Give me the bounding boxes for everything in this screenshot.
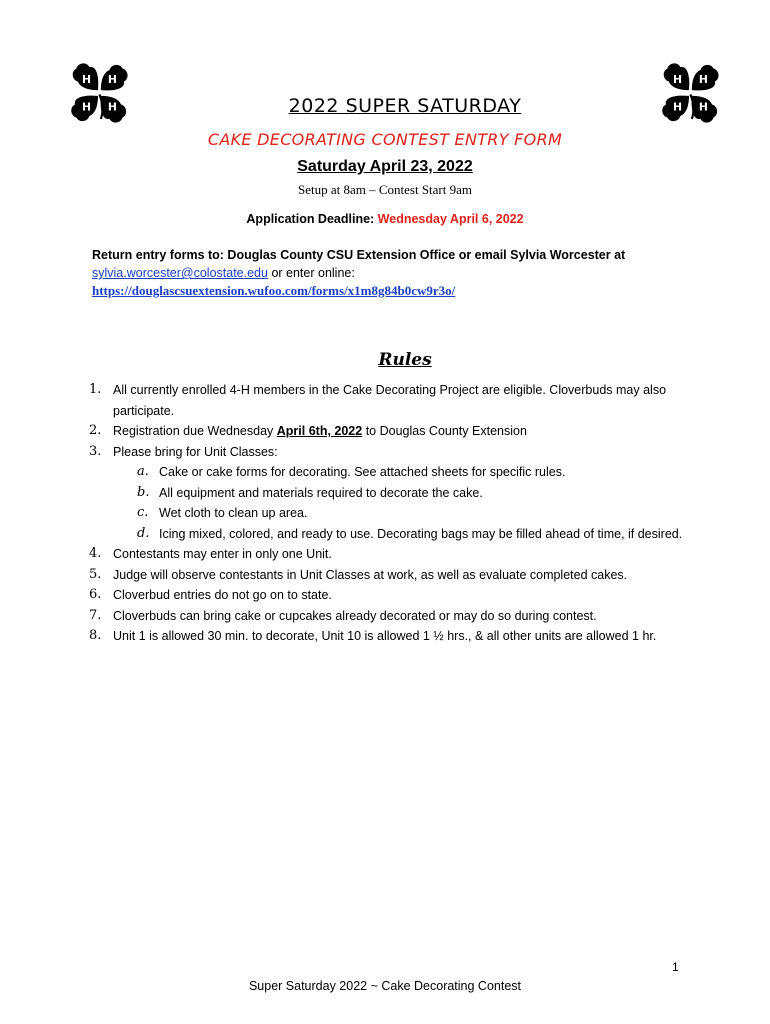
list-item (89, 606, 692, 627)
sub-text: Icing mixed, colored, and ready to use. Decorating bags may be filled ahead of time, if desired. (159, 526, 683, 541)
list-item (89, 421, 692, 442)
sub-letter: a. (137, 464, 149, 479)
page-footer: Super Saturday 2022 ~ Cake Decorating Contest (248, 979, 522, 993)
4-h-clover-icon (62, 57, 134, 129)
svg-text:H: H (698, 72, 708, 86)
sub-text: All equipment and materials required to decorate the cake. (159, 485, 483, 500)
rule-number: 7. (89, 607, 102, 623)
sub-letter: d. (137, 525, 150, 541)
rule-text: Please bring for Unit Classes: (113, 444, 278, 459)
rules-heading: Rules (378, 350, 432, 370)
rule-text: Unit 1 is allowed 30 min. to decorate, Unit 10 is allowed 1 ½ hrs., & all other units are allowed 1 hr. (113, 629, 657, 643)
rule-number: 5. (89, 566, 102, 582)
rule-text: Judge will observe contestants in Unit Classes at work, as well as evaluate completed cakes. (113, 567, 628, 582)
list-item (89, 565, 692, 586)
sub-list-item (92, 503, 692, 524)
event-date: Saturday April 23, 2022 (297, 158, 473, 175)
rule-text: Contestants may enter in only one Unit. (113, 547, 332, 561)
deadline-date: Wednesday April 6, 2022 (377, 212, 524, 226)
rule-number: 3. (89, 443, 102, 459)
svg-text:H: H (81, 100, 92, 114)
sub-list-item (92, 462, 692, 483)
list-item (89, 544, 692, 565)
svg-text:H: H (698, 100, 708, 114)
rule-number: 2. (89, 423, 102, 438)
sub-letter: c. (137, 505, 149, 520)
list-item (89, 380, 692, 421)
email-link[interactable]: sylvia.worcester@colostate.edu (92, 266, 268, 280)
rule-number: 1. (89, 382, 102, 397)
svg-text:H: H (81, 72, 92, 86)
page-title: 2022 SUPER SATURDAY (288, 95, 522, 117)
rule-text: Cloverbud entries do not go on to state. (113, 588, 332, 602)
return-lead: Return entry forms to: Douglas County CSU Extension Office or email Sylvia Worcester at (92, 248, 626, 262)
svg-text:H: H (107, 100, 117, 114)
application-deadline (0, 212, 770, 226)
svg-text:H: H (107, 72, 117, 86)
rule-number: 6. (89, 587, 102, 602)
list-item (89, 626, 692, 647)
deadline-label: Application Deadline: (246, 212, 378, 226)
sub-text: Wet cloth to clean up area. (159, 506, 308, 520)
rule-number: 8. (89, 628, 102, 643)
sub-list-item (92, 524, 692, 545)
rules-list (89, 380, 692, 647)
list-item (89, 585, 692, 606)
sub-text: Cake or cake forms for decorating. See attached sheets for specific rules. (159, 465, 566, 479)
return-middle: or enter online: (267, 266, 355, 280)
rule-text: Cloverbuds can bring cake or cupcakes already decorated or may do so during contest. (113, 608, 597, 623)
sub-list-item (92, 483, 692, 504)
rule-number: 4. (89, 546, 102, 561)
online-form-link[interactable]: https://douglascsuextension.wufoo.com/forms/x1m8g84b0cw9r3o/ (92, 283, 456, 298)
4-h-clover-icon (653, 57, 725, 129)
rule-text: Registration due Wednesday (113, 424, 277, 438)
list-item (89, 442, 692, 463)
rule-text: All currently enrolled 4-H members in the Cake Decorating Project are eligible. Cloverbuds may also participate. (113, 383, 667, 418)
svg-text:H: H (672, 72, 683, 86)
page-number: 1 (672, 960, 679, 974)
sub-letter: b. (137, 484, 150, 500)
registration-date: April 6th, 2022 (276, 424, 363, 438)
svg-text:H: H (672, 100, 683, 114)
return-instructions (92, 246, 692, 300)
setup-times: Setup at 8am – Contest Start 9am (297, 182, 473, 197)
form-subtitle: CAKE DECORATING CONTEST ENTRY FORM (207, 130, 563, 149)
rule-text: to Douglas County Extension (362, 424, 527, 438)
